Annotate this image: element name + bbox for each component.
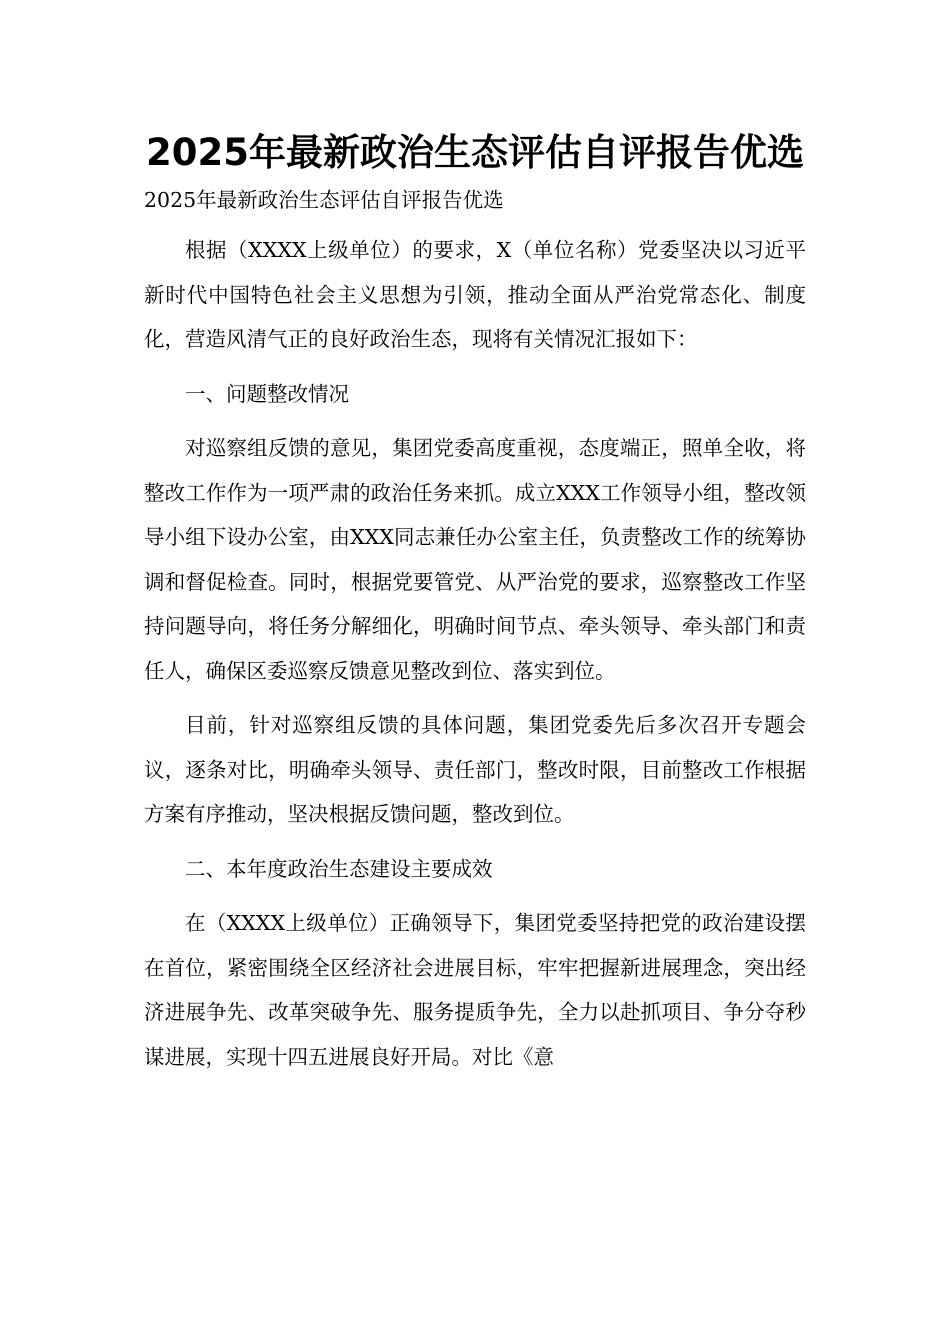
document-body xyxy=(144,228,806,1089)
section-heading-achievements: 二、本年度政治生态建设主要成效 xyxy=(185,856,493,881)
body-paragraph: 目前，针对巡察组反馈的具体问题，集团党委先后多次召开专题会议，逐条对比，明确牵头领导、责任部门，整改时限，目前整改工作根据方案有序推动，坚决根据反馈问题，整改到位。 xyxy=(144,713,806,826)
body-paragraph: 对巡察组反馈的意见，集团党委高度重视，态度端正，照单全收，将整改工作作为一项严肃的政治任务来抓。成立XXX工作领导小组，整改领导小组下设办公室，由XXX同志兼任办公室主任，负责整改工作的统筹协调和督促检查。同时，根据党要管党、从严治党的要求，巡察整改工作坚持问题导向，将任务分解细化，明确时间节点、牵头领导、牵头部门和责任人，确保区委巡察反馈意见整改到位、落实到位。 xyxy=(144,436,806,683)
intro-paragraph: 根据（XXXX上级单位）的要求，X（单位名称）党委坚决以习近平新时代中国特色社会主义思想为引领，推动全面从严治党常态化、制度化，营造风清气正的良好政治生态，现将有关情况汇报如下： xyxy=(144,238,806,351)
document-title: 2025年最新政治生态评估自评报告优选 xyxy=(146,131,804,174)
body-paragraph: 在（XXXX上级单位）正确领导下，集团党委坚持把党的政治建设摆在首位，紧密围绕全区经济社会进展目标，牢牢把握新进展理念，突出经济进展争先、改革突破争先、服务提质争先，全力以赴抓项目、争分夺秒谋进展，实现十四五进展良好开局。对比《意 xyxy=(144,911,806,1069)
section-heading-rectification: 一、问题整改情况 xyxy=(185,381,349,406)
document-subtitle: 2025年最新政治生态评估自评报告优选 xyxy=(144,188,504,212)
